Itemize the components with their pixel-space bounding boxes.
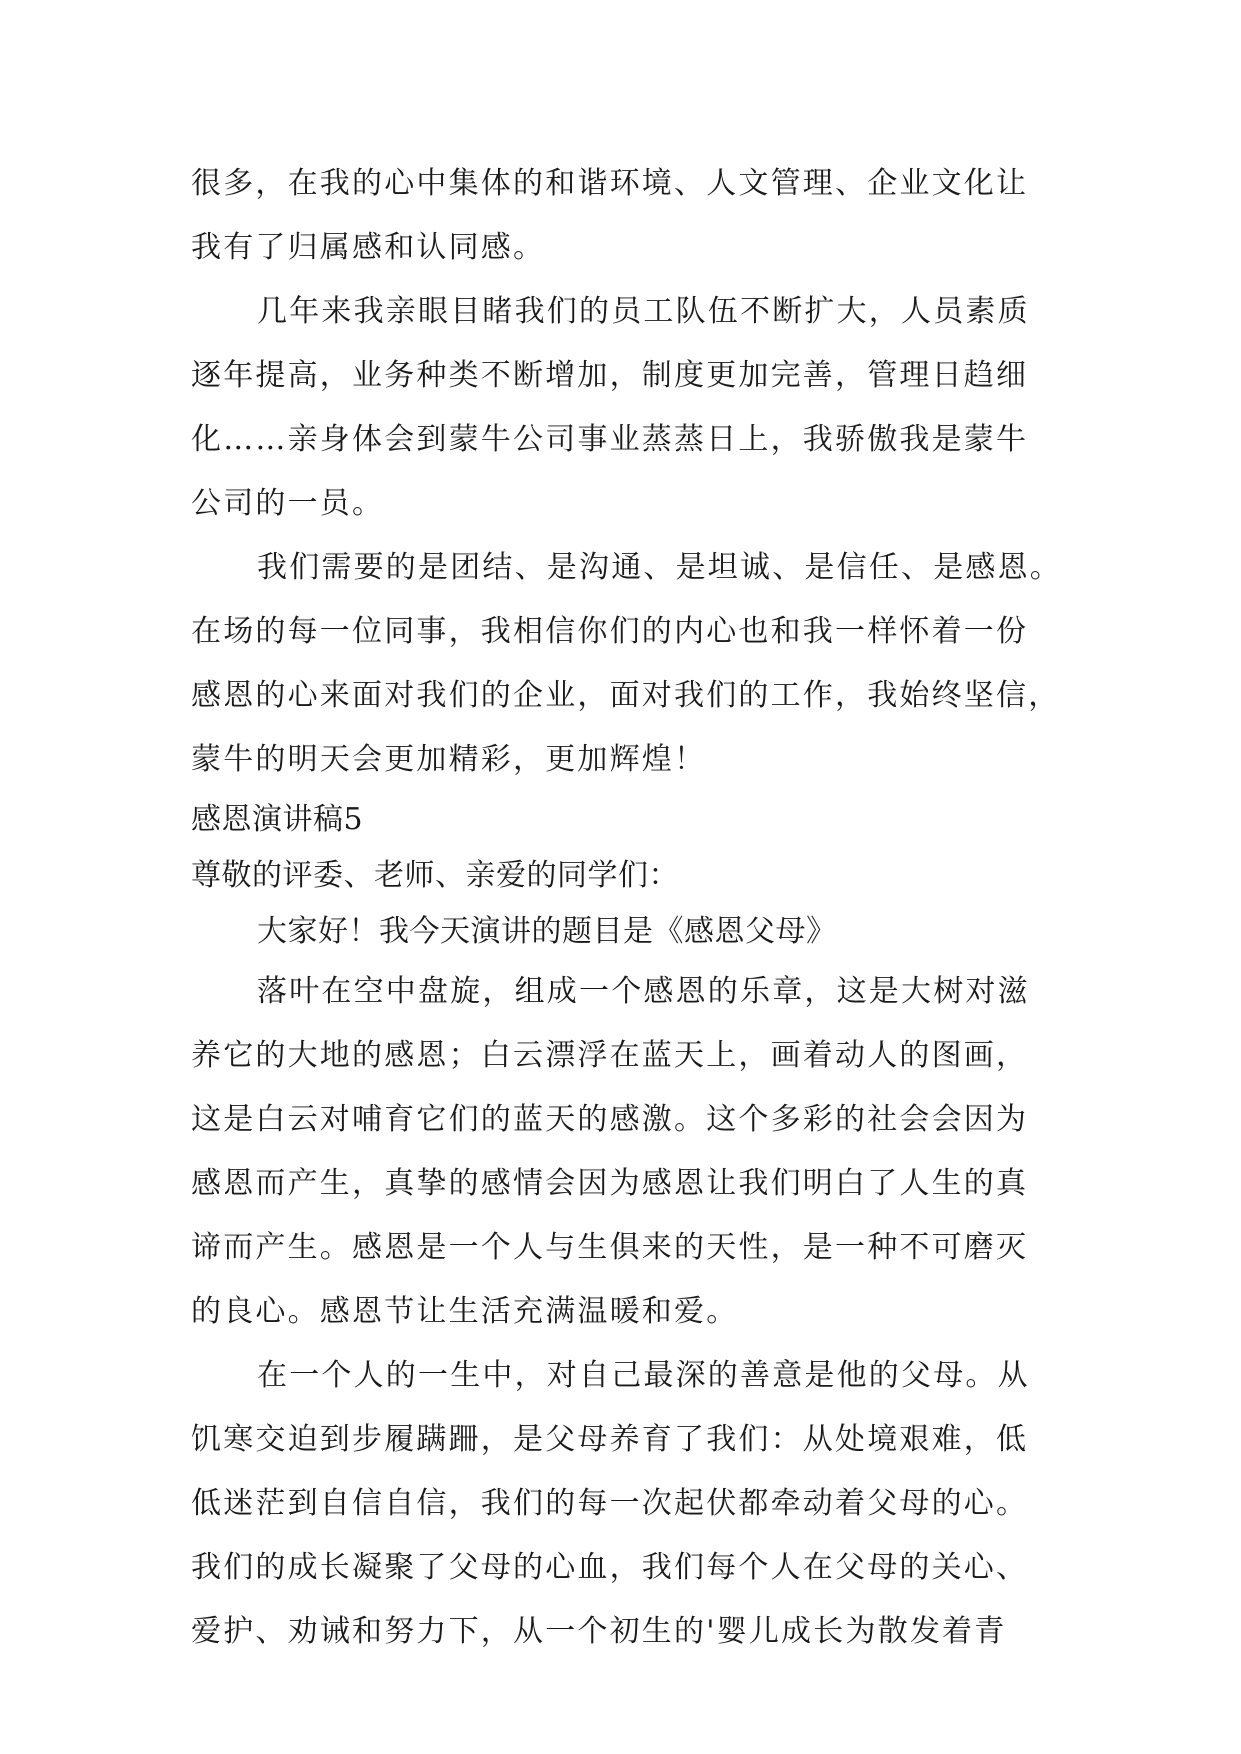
text-line: 在场的每一位同事，我相信你们的内心也和我一样怀着一份 — [191, 614, 1029, 649]
text-line: 化……亲身体会到蒙牛公司事业蒸蒸日上，我骄傲我是蒙牛 — [191, 422, 1029, 457]
text-line: 饥寒交迫到步履蹒跚，是父母养育了我们：从处境艰难，低 — [191, 1422, 1029, 1457]
greeting-line: 大家好！我今天演讲的题目是《感恩父母》 — [257, 914, 837, 949]
text-line: 的良心。感恩节让生活充满温暖和爱。 — [191, 1294, 739, 1329]
text-line: 很多，在我的心中集体的和谐环境、人文管理、企业文化让 — [191, 166, 1029, 201]
document-body — [191, 152, 1062, 1664]
text-line: 蒙牛的明天会更加精彩，更加辉煌！ — [191, 742, 707, 777]
text-line: 我们的成长凝聚了父母的心血，我们每个人在父母的关心、 — [191, 1550, 1029, 1585]
text-line: 感恩而产生，真挚的感情会因为感恩让我们明白了人生的真 — [191, 1166, 1029, 1201]
section-heading: 感恩演讲稿5 — [191, 802, 364, 837]
text-line: 感恩的心来面对我们的企业，面对我们的工作，我始终坚信， — [191, 678, 1061, 713]
text-line: 低迷茫到自信自信，我们的每一次起伏都牵动着父母的心。 — [191, 1486, 1029, 1521]
text-line: 这是白云对哺育它们的蓝天的感激。这个多彩的社会会因为 — [191, 1102, 1029, 1137]
paragraph-start-line: 落叶在空中盘旋，组成一个感恩的乐章，这是大树对滋 — [257, 974, 1030, 1009]
text-line: 谛而产生。感恩是一个人与生俱来的天性，是一种不可磨灭 — [191, 1230, 1029, 1265]
text-line: 养它的大地的感恩；白云漂浮在蓝天上，画着动人的图画， — [191, 1038, 1029, 1073]
text-line: 我有了归属感和认同感。 — [191, 230, 546, 265]
text-line: 爱护、劝诫和努力下，从一个初生的'婴儿成长为散发着青 — [191, 1614, 1007, 1649]
text-line: 逐年提高，业务种类不断增加，制度更加完善，管理日趋细 — [191, 358, 1029, 393]
text-line: 公司的一员。 — [191, 486, 385, 521]
paragraph-start-line: 我们需要的是团结、是沟通、是坦诚、是信任、是感恩。 — [257, 550, 1062, 585]
paragraph-start-line: 在一个人的一生中，对自己最深的善意是他的父母。从 — [257, 1358, 1030, 1393]
salutation: 尊敬的评委、老师、亲爱的同学们： — [191, 858, 679, 893]
paragraph-start-line: 几年来我亲眼目睹我们的员工队伍不断扩大，人员素质 — [257, 294, 1030, 329]
